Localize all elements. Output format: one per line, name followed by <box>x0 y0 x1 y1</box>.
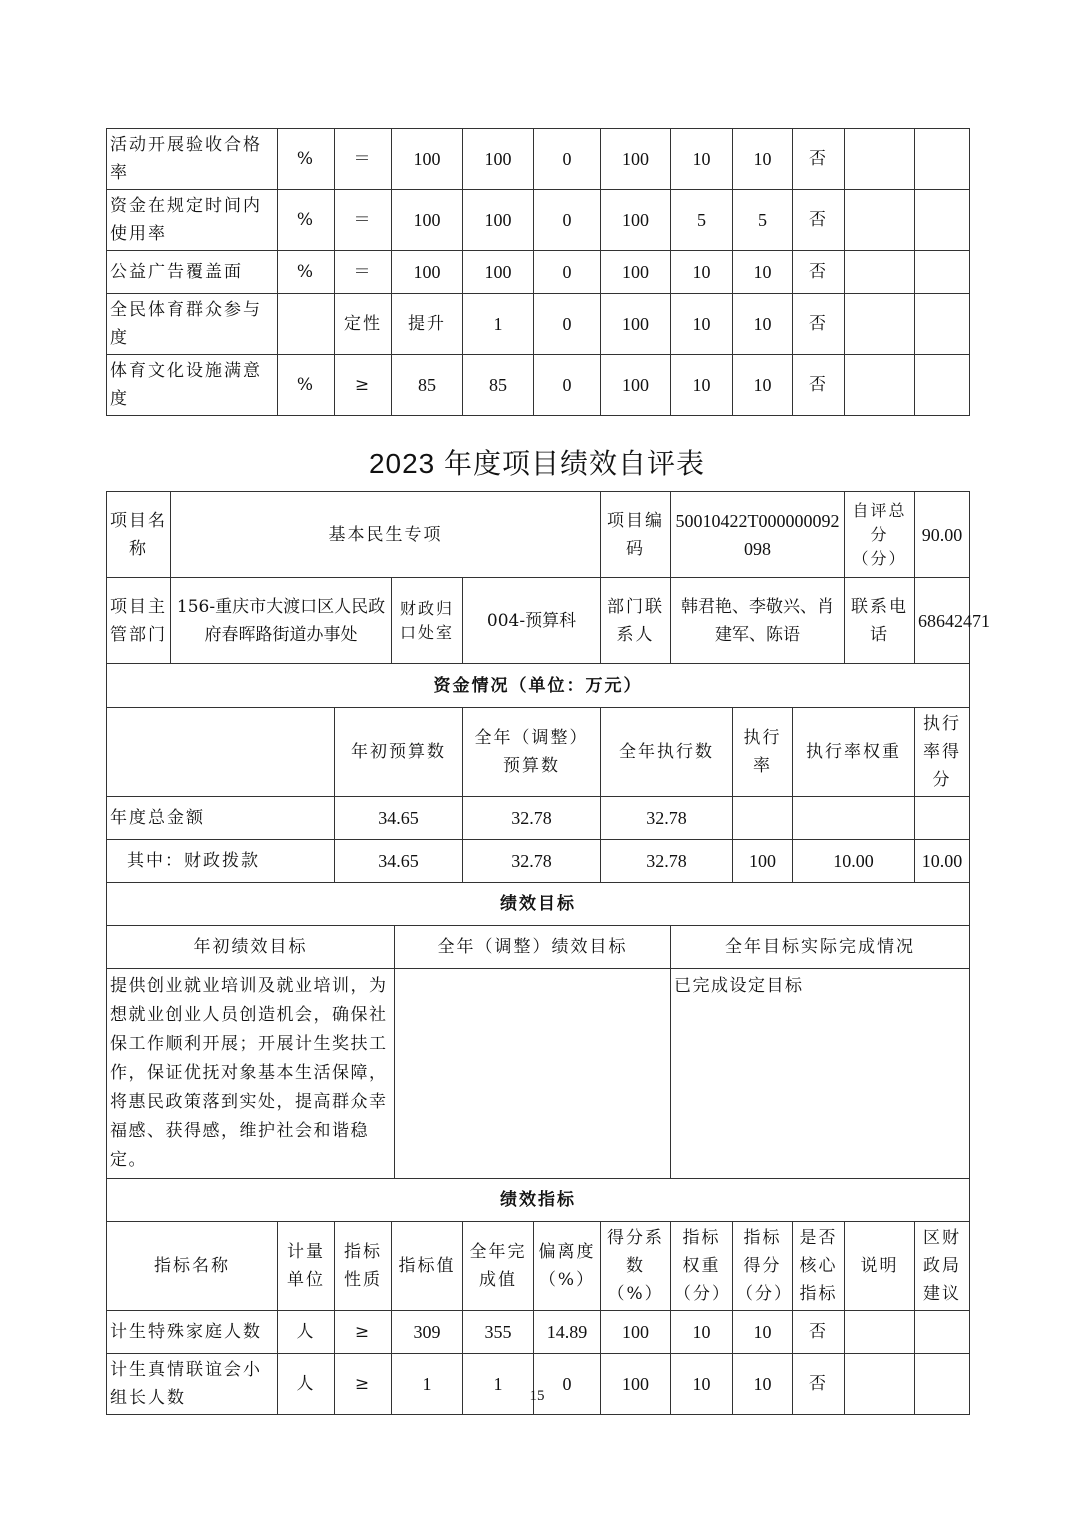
funds-section-row <box>107 664 970 708</box>
funds-col-header: 年初预算数 <box>335 708 463 797</box>
goals-col-header: 年初绩效目标 <box>107 926 395 969</box>
page-title: 2023 年度项目绩效自评表 <box>368 448 706 479</box>
initial-goal-text: 提供创业就业培训及就业培训，为想就业创业人员创造机会，确保社保工作顺利开展；开展计生奖扶工作，保证优抚对象基本生活保障，将惠民政策落到实处，提高群众幸福感、获得感，维护社会和谐稳定。 <box>107 969 395 1179</box>
indicator-name: 资金在规定时间内使用率 <box>107 190 278 251</box>
funds-section-title: 资金情况（单位：万元） <box>107 664 970 708</box>
indicator-cell: 5 <box>671 190 733 251</box>
indicator-cell: 100 <box>601 190 671 251</box>
indicator-cell: 否 <box>793 1311 845 1354</box>
indicator-col-header: 指标值 <box>392 1222 463 1311</box>
indicator-cell <box>915 294 970 355</box>
indicator-cell: 85 <box>463 355 534 416</box>
indicator-cell: 355 <box>463 1311 534 1354</box>
indicator-cell: 10 <box>671 1311 733 1354</box>
dept-name: 156-重庆市大渡口区人民政府春晖路街道办事处 <box>171 578 392 664</box>
indicator-cell: 100 <box>392 129 463 190</box>
indicator-cell: 10 <box>733 1311 793 1354</box>
indicator-cell: 100 <box>463 190 534 251</box>
indicator-cell: 0 <box>534 190 601 251</box>
indicator-cell: 100 <box>392 251 463 294</box>
project-code-label: 项目编码 <box>601 492 671 578</box>
goals-header-row <box>107 926 970 969</box>
indicator-cell: 10 <box>733 355 793 416</box>
indicator-col-header: 指标名称 <box>107 1222 278 1311</box>
indicator-cell: ≥ <box>335 1311 392 1354</box>
actual-completion-text: 已完成设定目标 <box>671 969 970 1179</box>
indicator-cell: 100 <box>601 129 671 190</box>
indicator-name: 计生真情联谊会小组长人数 <box>107 1354 278 1415</box>
indicator-cell: 1 <box>392 1354 463 1415</box>
page-number: 15 <box>529 1388 545 1404</box>
project-name: 基本民生专项 <box>171 492 601 578</box>
indicator-cell: 0 <box>534 129 601 190</box>
indicator-cell: 100 <box>601 1354 671 1415</box>
indicator-cell: 100 <box>601 1311 671 1354</box>
indicator-cell <box>845 1311 915 1354</box>
indicator-cell: 0 <box>534 1354 601 1415</box>
indicator-cell: 否 <box>793 294 845 355</box>
funds-col-header: 执行率 <box>733 708 793 797</box>
funds-row <box>107 840 970 883</box>
table-row <box>107 294 970 355</box>
project-info-row <box>107 492 970 578</box>
table-row <box>107 355 970 416</box>
indicator-cell: 10 <box>671 129 733 190</box>
funds-value <box>915 797 970 840</box>
funds-value: 10.00 <box>793 840 915 883</box>
indicator-cell: ＝ <box>335 129 392 190</box>
indicator-cell <box>278 294 335 355</box>
contact-person: 韩君艳、李敬兴、肖建军、陈语 <box>671 578 845 664</box>
indicator-cell <box>915 129 970 190</box>
indicator-cell <box>915 251 970 294</box>
indicator-cell: 10 <box>671 251 733 294</box>
indicator-col-header: 指标得分（分） <box>733 1222 793 1311</box>
indicator-col-header: 计量单位 <box>278 1222 335 1311</box>
indicator-cell <box>845 129 915 190</box>
table-row <box>107 190 970 251</box>
indicator-cell: 人 <box>278 1354 335 1415</box>
indicator-cell: 否 <box>793 1354 845 1415</box>
indicator-cell <box>845 251 915 294</box>
indicator-cell: ≥ <box>335 355 392 416</box>
indicator-cell: 定性 <box>335 294 392 355</box>
funds-value: 32.78 <box>601 797 733 840</box>
table-row <box>107 129 970 190</box>
indicator-cell: ＝ <box>335 190 392 251</box>
indicator-col-header: 是否核心指标 <box>793 1222 845 1311</box>
goals-section-title: 绩效目标 <box>107 883 970 926</box>
indicators-section-title: 绩效指标 <box>107 1179 970 1222</box>
indicator-cell <box>915 1354 970 1415</box>
indicator-cell: 10 <box>733 129 793 190</box>
indicator-col-header: 指标权重（分） <box>671 1222 733 1311</box>
indicator-cell: 0 <box>534 355 601 416</box>
indicators-section-row <box>107 1179 970 1222</box>
indicator-cell: 0 <box>534 294 601 355</box>
indicator-cell <box>845 294 915 355</box>
indicator-cell: 否 <box>793 129 845 190</box>
goals-section-row <box>107 883 970 926</box>
funds-value <box>733 797 793 840</box>
indicator-cell <box>845 355 915 416</box>
indicator-cell: 100 <box>601 355 671 416</box>
funds-col-header: 全年（调整）预算数 <box>463 708 601 797</box>
funds-value: 32.78 <box>463 840 601 883</box>
funds-value: 34.65 <box>335 840 463 883</box>
indicator-name: 公益广告覆盖面 <box>107 251 278 294</box>
indicator-cell: 人 <box>278 1311 335 1354</box>
indicator-cell: 10 <box>733 1354 793 1415</box>
contact-label: 部门联系人 <box>601 578 671 664</box>
funds-row-label: 年度总金额 <box>107 797 335 840</box>
indicator-cell: % <box>278 355 335 416</box>
indicator-cell: 100 <box>463 251 534 294</box>
indicator-cell: 100 <box>392 190 463 251</box>
phone-label: 联系电话 <box>845 578 915 664</box>
funds-col-header: 全年执行数 <box>601 708 733 797</box>
indicator-cell <box>915 355 970 416</box>
indicator-cell: 100 <box>601 294 671 355</box>
adjusted-goal-text <box>395 969 671 1179</box>
goals-col-header: 全年（调整）绩效目标 <box>395 926 671 969</box>
dept-info-row <box>107 578 970 664</box>
indicator-cell: % <box>278 129 335 190</box>
indicator-cell <box>845 1354 915 1415</box>
indicator-cell: % <box>278 251 335 294</box>
indicator-cell: 100 <box>601 251 671 294</box>
indicator-cell: 85 <box>392 355 463 416</box>
indicator-col-header: 得分系数（%） <box>601 1222 671 1311</box>
indicator-cell: 1 <box>463 294 534 355</box>
indicator-col-header: 全年完成值 <box>463 1222 534 1311</box>
indicator-cell <box>845 190 915 251</box>
indicator-cell: 提升 <box>392 294 463 355</box>
funds-value: 32.78 <box>463 797 601 840</box>
indicator-name: 计生特殊家庭人数 <box>107 1311 278 1354</box>
goals-col-header: 全年目标实际完成情况 <box>671 926 970 969</box>
self-score-label: 自评总分（分） <box>845 492 915 578</box>
funds-row-label: 其中：财政拨款 <box>107 840 335 883</box>
table-row <box>107 1354 970 1415</box>
indicator-cell <box>915 190 970 251</box>
indicator-table-continued <box>106 128 970 416</box>
indicator-cell: 5 <box>733 190 793 251</box>
indicator-cell: 否 <box>793 190 845 251</box>
indicator-name: 体育文化设施满意度 <box>107 355 278 416</box>
funds-value: 34.65 <box>335 797 463 840</box>
project-name-label: 项目名称 <box>107 492 171 578</box>
dept-label: 项目主管部门 <box>107 578 171 664</box>
table-row <box>107 251 970 294</box>
self-score: 90.00 <box>915 492 970 578</box>
indicator-cell: ＝ <box>335 251 392 294</box>
indicator-name: 全民体育群众参与度 <box>107 294 278 355</box>
indicator-cell: ≥ <box>335 1354 392 1415</box>
finance-office-label: 财政归口处室 <box>392 578 463 664</box>
indicator-cell: 14.89 <box>534 1311 601 1354</box>
funds-col-header: 执行率权重 <box>793 708 915 797</box>
self-evaluation-table <box>106 491 991 1415</box>
indicator-col-header: 说明 <box>845 1222 915 1311</box>
funds-header-blank <box>107 708 335 797</box>
project-code: 50010422T000000092098 <box>671 492 845 578</box>
indicator-cell: 0 <box>534 251 601 294</box>
indicator-col-header: 指标性质 <box>335 1222 392 1311</box>
indicator-cell: 10 <box>671 294 733 355</box>
indicator-cell <box>915 1311 970 1354</box>
indicator-cell: 10 <box>733 294 793 355</box>
indicator-name: 活动开展验收合格率 <box>107 129 278 190</box>
funds-header-row <box>107 708 970 797</box>
table-row <box>107 1311 970 1354</box>
funds-value <box>793 797 915 840</box>
indicator-cell: 10 <box>733 251 793 294</box>
indicator-cell: 10 <box>671 355 733 416</box>
indicator-cell: % <box>278 190 335 251</box>
funds-value: 100 <box>733 840 793 883</box>
indicator-cell: 否 <box>793 251 845 294</box>
funds-row <box>107 797 970 840</box>
goals-content-row <box>107 969 970 1179</box>
indicator-col-header: 偏离度（%） <box>534 1222 601 1311</box>
indicator-cell: 否 <box>793 355 845 416</box>
indicator-cell: 10 <box>671 1354 733 1415</box>
funds-col-header: 执行率得分 <box>915 708 970 797</box>
indicator-col-header: 区财政局建议 <box>915 1222 970 1311</box>
indicator-cell: 100 <box>463 129 534 190</box>
indicators-header-row <box>107 1222 970 1311</box>
funds-value: 10.00 <box>915 840 970 883</box>
indicator-cell: 1 <box>463 1354 534 1415</box>
funds-value: 32.78 <box>601 840 733 883</box>
indicator-cell: 309 <box>392 1311 463 1354</box>
finance-office: 004-预算科 <box>463 578 601 664</box>
phone-number: 68642471 <box>915 578 970 664</box>
